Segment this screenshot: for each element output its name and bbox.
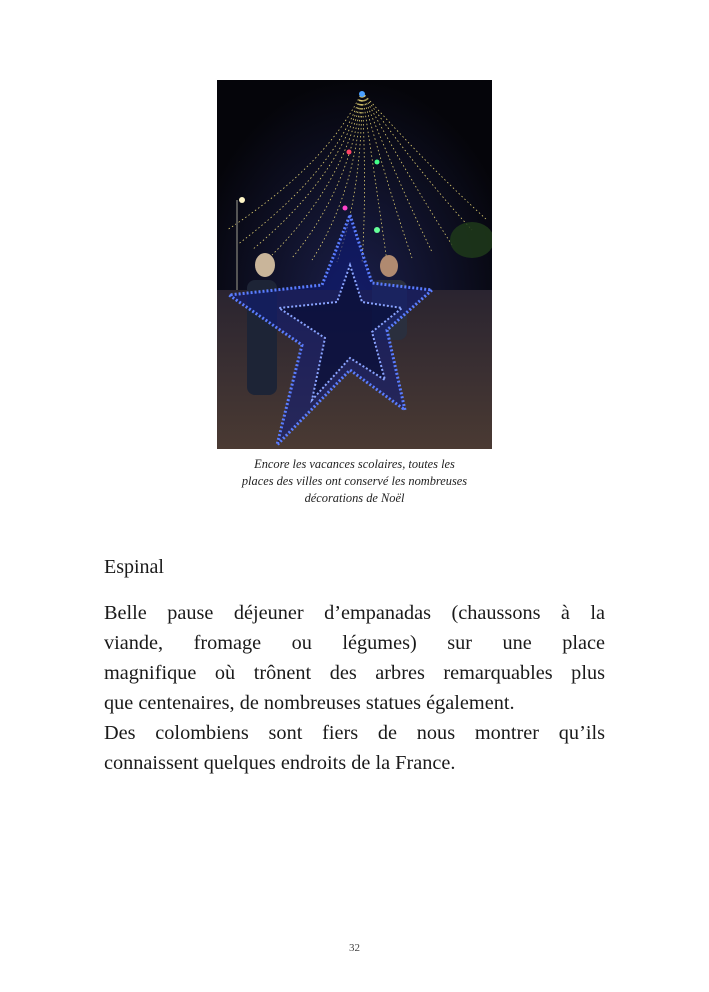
ornament-red [347, 150, 352, 155]
paragraph-line: que centenaires, de nombreuses statues également. [104, 692, 515, 714]
ornament-pink [343, 206, 348, 211]
section-title: Espinal [104, 556, 164, 578]
paragraph-line: Belle pause déjeuner d’empanadas (chaussons à la [104, 602, 605, 624]
ornament-green-2 [374, 227, 380, 233]
paragraph-line: viande, fromage ou légumes) sur une place [104, 632, 605, 654]
lamp-light [239, 197, 245, 203]
page-number: 32 [349, 942, 360, 954]
tree-top-light [359, 91, 365, 97]
photo-illustration [217, 80, 492, 449]
photo-caption [200, 456, 509, 507]
caption-line: Encore les vacances scolaires, toutes les [254, 457, 455, 471]
caption-line: places des villes ont conservé les nombreuses [241, 474, 468, 488]
paragraph-line: connaissent quelques endroits de la France. [104, 752, 456, 774]
paragraph-line: magnifique où trônent des arbres remarquables plus [104, 662, 605, 684]
paragraph-line: Des colombiens sont fiers de nous montrer qu’ils [104, 722, 605, 744]
caption-line: décorations de Noël [304, 491, 405, 505]
background-tree [450, 222, 492, 258]
ornament-green [375, 160, 380, 165]
christmas-star-photo [217, 80, 492, 449]
body-paragraph [104, 598, 605, 778]
